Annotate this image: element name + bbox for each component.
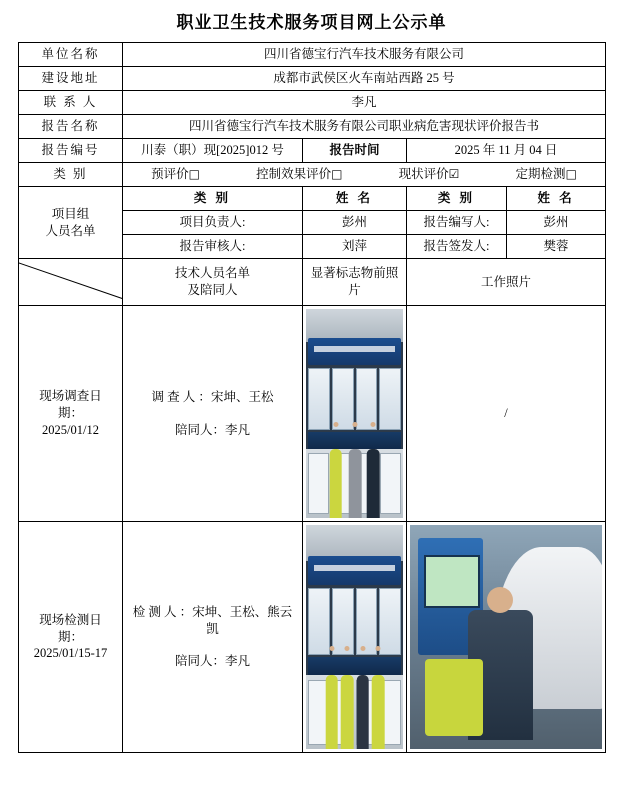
report-name-value: 四川省德宝行汽车技术服务有限公司职业病危害现状评价报告书 [123, 115, 606, 139]
address-label: 建设地址 [19, 67, 123, 91]
team-name-writer: 彭州 [507, 211, 606, 235]
survey-escort-value: 李凡 [225, 422, 251, 437]
table-row-survey [19, 306, 606, 522]
category-option-pre[interactable]: 预评价□ [151, 167, 200, 182]
detect-staff-value: 宋坤、王松、熊云凯 [192, 604, 293, 636]
survey-date-cell: 现场调查日 期： 2025/01/12 [19, 306, 123, 522]
detect-staff-cell [123, 522, 303, 753]
team-role-leader: 项目负责人: [123, 211, 303, 235]
team-name-leader: 彭州 [303, 211, 407, 235]
team-col-header-category-2: 类 别 [407, 187, 507, 211]
category-option-status[interactable]: 现状评价☑ [398, 167, 460, 182]
table-row [19, 43, 606, 67]
team-list-label: 项目组 人员名单 [19, 187, 123, 259]
tech-staff-header: 技术人员名单 及陪同人 [123, 259, 303, 306]
report-name-label: 报告名称 [19, 115, 123, 139]
category-option-control[interactable]: 控制效果评价□ [256, 167, 343, 182]
table-row [19, 259, 606, 306]
contact-label: 联 系 人 [19, 91, 123, 115]
team-role-reviewer: 报告审核人: [123, 235, 303, 259]
category-option-periodic[interactable]: 定期检测□ [515, 167, 577, 182]
survey-work-photo-cell: / [407, 306, 606, 522]
team-col-header-name-1: 姓 名 [303, 187, 407, 211]
team-name-reviewer: 刘萍 [303, 235, 407, 259]
table-row [19, 139, 606, 163]
team-role-writer: 报告编写人: [407, 211, 507, 235]
unit-name-value: 四川省德宝行汽车技术服务有限公司 [123, 43, 606, 67]
report-no-value: 川泰（职）现[2025]012 号 [123, 139, 303, 163]
detect-work-photo-cell [407, 522, 606, 753]
diagonal-header-cell [19, 259, 123, 306]
unit-name-label: 单位名称 [19, 43, 123, 67]
table-row-detect [19, 522, 606, 753]
detect-escort-label: 陪同人： [174, 654, 225, 669]
survey-sign-photo-cell [303, 306, 407, 522]
detect-escort-value: 李凡 [225, 654, 251, 669]
survey-staff-label: 调 查 人 ： [151, 389, 211, 404]
category-options [123, 163, 606, 187]
table-row [19, 115, 606, 139]
work-photo-header: 工作照片 [407, 259, 606, 306]
report-no-label: 报告编号 [19, 139, 123, 163]
address-value: 成都市武侯区火车南站西路 25 号 [123, 67, 606, 91]
notice-table [18, 42, 606, 753]
team-col-header-category-1: 类 别 [123, 187, 303, 211]
sign-photo-header: 显著标志物前照片 [303, 259, 407, 306]
report-time-value: 2025 年 11 月 04 日 [407, 139, 606, 163]
team-name-issuer: 樊蓉 [507, 235, 606, 259]
page-title: 职业卫生技术服务项目网上公示单 [176, 13, 447, 32]
team-role-issuer: 报告签发人: [407, 235, 507, 259]
team-col-header-name-2: 姓 名 [507, 187, 606, 211]
survey-escort-label: 陪同人： [174, 422, 225, 437]
survey-staff-value: 宋坤、王松 [210, 389, 274, 404]
table-row [19, 187, 606, 211]
category-label: 类 别 [19, 163, 123, 187]
store-front-group-photo [306, 525, 403, 749]
report-time-label: 报告时间 [303, 139, 407, 163]
detect-sign-photo-cell [303, 522, 407, 753]
table-row [19, 67, 606, 91]
detect-date-cell: 现场检测日 期： 2025/01/15-17 [19, 522, 123, 753]
workshop-detection-photo [410, 525, 602, 749]
contact-value: 李凡 [123, 91, 606, 115]
survey-staff-cell [123, 306, 303, 522]
detect-staff-label: 检 测 人 ： [132, 604, 193, 619]
store-front-photo [306, 309, 403, 518]
table-row [19, 91, 606, 115]
table-row [19, 163, 606, 187]
